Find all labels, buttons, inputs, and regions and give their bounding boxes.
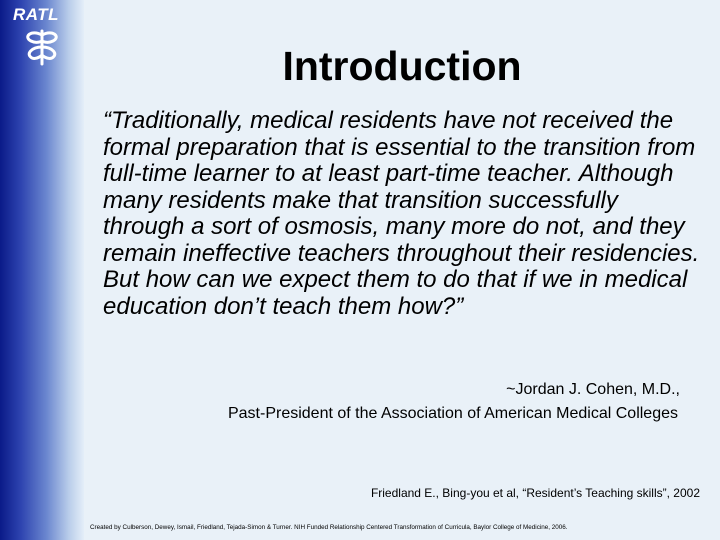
- brand-logo-text: RATL: [13, 5, 60, 24]
- footer-credits: Created by Culberson, Dewey, Ismail, Friedland, Tejada-Simon & Turner. NIH Funded Relationship Centered Transformation of Curricula, Baylor College of Medicine, 2006.: [90, 524, 568, 531]
- source-citation: Friedland E., Bing-you et al, “Resident’s Teaching skills”, 2002: [370, 486, 700, 500]
- left-sidebar-band: [0, 0, 84, 540]
- attribution-role: Past-President of the Association of American Medical Colleges: [227, 405, 678, 422]
- slide-title: Introduction: [282, 43, 522, 89]
- caduceus-icon: [19, 27, 65, 67]
- attribution-name: ~Jordan J. Cohen, M.D.,: [506, 381, 680, 398]
- quote-text: “Traditionally, medical residents have not received the formal preparation that is essential to the transition from full-time learner to at least part-time teacher. Although many residents make that transition successfully through a sort of osmosis, many more do not, and they remain ineffective teachers throughout their residencies. But how can we expect them to do that if we in medical education don’t teach them how?”: [103, 107, 700, 320]
